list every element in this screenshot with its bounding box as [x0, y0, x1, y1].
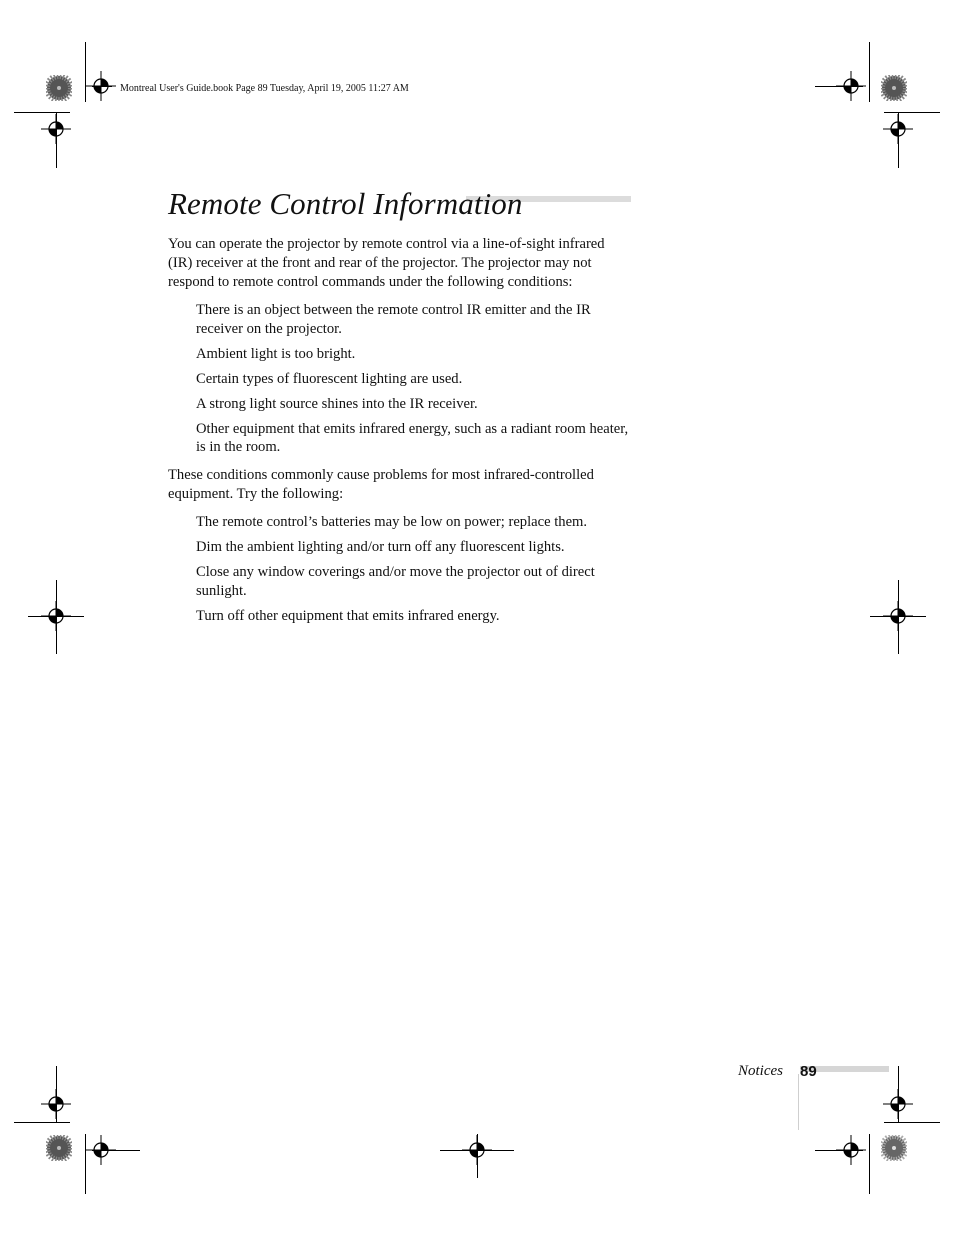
crop-line: [884, 112, 940, 113]
registration-target-icon: [883, 1089, 913, 1119]
crop-line: [869, 1134, 870, 1194]
list-item: Turn off other equipment that emits infrared energy.: [196, 607, 500, 624]
list-item: A strong light source shines into the IR receiver.: [196, 395, 478, 412]
list-item: Other equipment that emits infrared energy, such as a radiant room heater, is in the room.: [196, 420, 629, 455]
registration-target-icon: [462, 1135, 492, 1165]
registration-target-icon: [836, 1135, 866, 1165]
list-item: Certain types of fluorescent lighting are used.: [196, 370, 463, 387]
registration-target-icon: [86, 1135, 116, 1165]
crop-line: [869, 42, 870, 102]
conditions-list: [196, 301, 636, 463]
registration-target-icon: [41, 114, 71, 144]
registration-target-icon: [836, 71, 866, 101]
list-item: Dim the ambient lighting and/or turn off any fluorescent lights.: [196, 539, 565, 555]
list-item: Ambient light is too bright.: [196, 345, 356, 362]
registration-target-icon: [883, 601, 913, 631]
registration-target-icon: [41, 1089, 71, 1119]
print-slug: Montreal User's Guide.book Page 89 Tuesday, April 19, 2005 11:27 AM: [120, 83, 409, 94]
list-item: The remote control’s batteries may be low on power; replace them.: [196, 514, 588, 530]
star-target-icon: [46, 75, 72, 101]
list-item: Close any window coverings and/or move the projector out of direct sunlight.: [196, 564, 595, 599]
footer-divider: [798, 1074, 799, 1130]
intro-paragraph: You can operate the projector by remote control via a line-of-sight infrared (IR) receiver at the front and rear of the projector. The projector may not respond to remote control commands under the following conditions:: [168, 236, 605, 290]
remedies-list: [196, 513, 636, 632]
page-title: Remote Control Information: [168, 186, 523, 221]
star-target-icon: [881, 1135, 907, 1161]
remedies-intro-paragraph: These conditions commonly cause problems for most infrared-controlled equipment. Try the following:: [168, 467, 594, 502]
footer-section-label: Notices: [738, 1063, 783, 1079]
list-item: There is an object between the remote control IR emitter and the IR receiver on the projector.: [196, 302, 591, 337]
crop-line: [884, 1122, 940, 1123]
star-target-icon: [46, 1135, 72, 1161]
registration-target-icon: [86, 71, 116, 101]
crop-line: [14, 1122, 70, 1123]
registration-target-icon: [883, 114, 913, 144]
star-target-icon: [881, 75, 907, 101]
page-number: 89: [800, 1063, 817, 1080]
crop-line: [14, 112, 70, 113]
registration-target-icon: [41, 601, 71, 631]
